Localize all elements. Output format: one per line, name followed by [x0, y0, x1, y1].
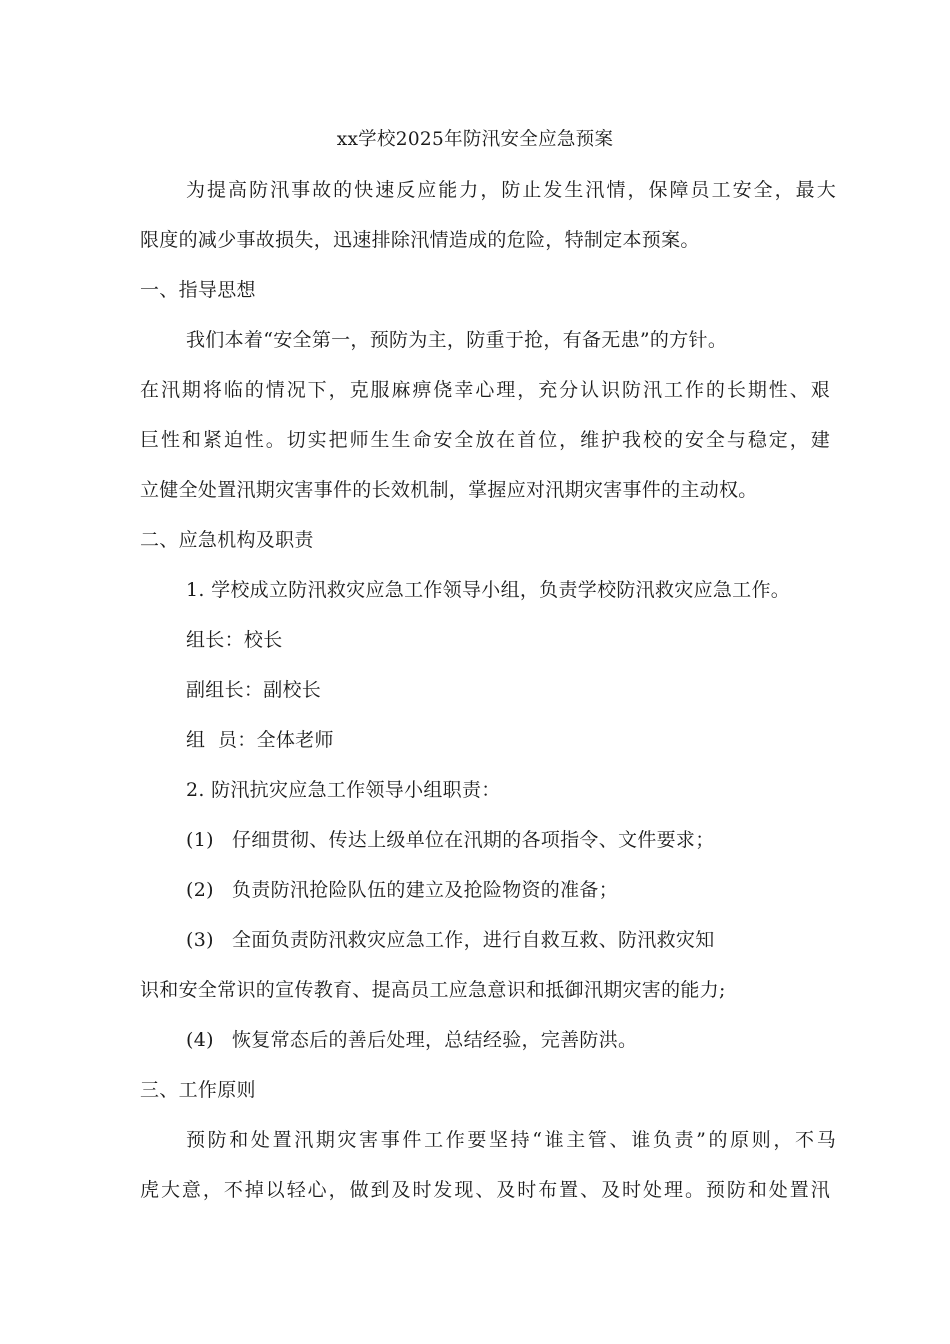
intro-paragraph-line: 限度的减少事故损失，迅速排除汛情造成的危险，特制定本预案。	[140, 229, 700, 251]
duty-item-continuation: 识和安全常识的宣传教育、提高员工应急意识和抵御汛期灾害的能力;	[140, 979, 726, 1001]
guiding-thought-line: 巨性和紧迫性。切实把师生生命安全放在首位，维护我校的安全与稳定，建	[140, 429, 830, 451]
duty-number: (4)	[186, 1029, 214, 1051]
duty-item	[186, 927, 836, 953]
duty-number: (3)	[186, 929, 214, 951]
duty-number: (1)	[186, 829, 214, 851]
team-vice-leader: 副组长：副校长	[186, 679, 322, 701]
duty-text: 恢复常态后的善后处理，总结经验，完善防洪。	[232, 1029, 638, 1051]
duty-item	[186, 1027, 836, 1053]
organization-point-2: 2. 防汛抗灾应急工作领导小组职责：	[186, 779, 501, 801]
duty-number: (2)	[186, 879, 214, 901]
intro-paragraph-line: 为提高防汛事故的快速反应能力，防止发生汛情，保障员工安全，最大	[186, 179, 836, 201]
work-principles-line: 预防和处置汛期灾害事件工作要坚持“谁主管、谁负责”的原则，不马	[186, 1129, 836, 1151]
section-heading-emergency-organization: 二、应急机构及职责	[140, 529, 314, 551]
document-title: xx学校2025年防汛安全应急预案	[336, 129, 614, 150]
guiding-thought-line: 立健全处置汛期灾害事件的长效机制，掌握应对汛期灾害事件的主动权。	[140, 479, 758, 501]
work-principles-line: 虎大意，不掉以轻心，做到及时发现、及时布置、及时处理。预防和处置汛	[140, 1179, 830, 1201]
team-leader: 组长：校长	[186, 629, 283, 651]
organization-point-1: 1. 学校成立防汛救灾应急工作领导小组，负责学校防汛救灾应急工作。	[186, 579, 791, 601]
section-heading-guiding-thought: 一、指导思想	[140, 279, 256, 301]
duty-item	[186, 877, 836, 903]
duty-text: 仔细贯彻、传达上级单位在汛期的各项指令、文件要求；	[232, 829, 715, 851]
section-heading-work-principles: 三、工作原则	[140, 1079, 256, 1101]
guiding-thought-line: 我们本着“安全第一，预防为主，防重于抢，有备无患”的方针。	[186, 329, 728, 351]
duty-text: 全面负责防汛救灾应急工作，进行自救互救、防汛救灾知	[232, 929, 715, 951]
duty-text: 负责防汛抢险队伍的建立及抢险物资的准备；	[232, 879, 619, 901]
duty-item	[186, 827, 836, 853]
guiding-thought-line: 在汛期将临的情况下，克服麻痹侥幸心理，充分认识防汛工作的长期性、艰	[140, 379, 830, 401]
team-members: 组 员：全体老师	[186, 729, 334, 751]
